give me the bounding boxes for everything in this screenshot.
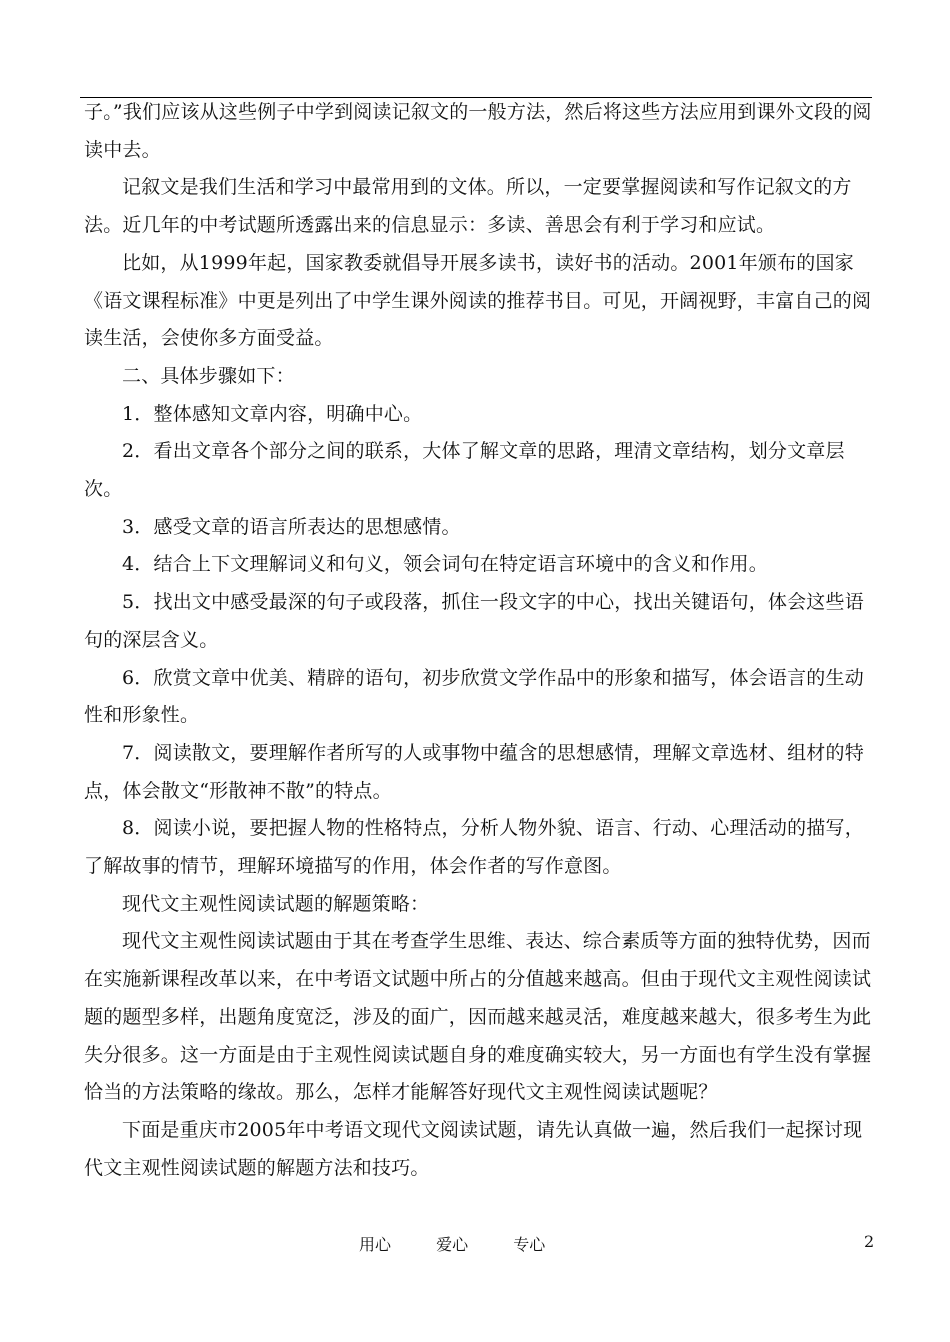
footer-motto-word: 爱心 [436,1235,469,1254]
body-paragraph: 下面是重庆市2005年中考语文现代文阅读试题，请先认真做一遍，然后我们一起探讨现代文主观性阅读试题的解题方法和技巧。 [84,1118,863,1179]
body-paragraph: 现代文主观性阅读试题由于其在考查学生思维、表达、综合素质等方面的独特优势，因而在实施新课程改革以来，在中考语文试题中所占的分值越来越高。但由于现代文主观性阅读试题的题型多样，出题角度宽泛，涉及的面广，因而越来越灵活，难度越来越大，很多考生为此失分很多。这一方面是由于主观性阅读试题自身的难度确实较大，另一方面也有学生没有掌握恰当的方法策略的缘故。那么，怎样才能解答好现代文主观性阅读试题呢？ [84,930,872,1104]
body-paragraph: 2．看出文章各个部分之间的联系，大体了解文章的思路，理清文章结构，划分文章层次。 [84,440,845,501]
body-paragraph: 7．阅读散文，要理解作者所写的人或事物中蕴含的思想感情，理解文章选材、组材的特点，体会散文“形散神不散”的特点。 [84,741,864,802]
body-paragraph: 二、具体步骤如下： [122,364,295,387]
footer-motto [359,1232,585,1255]
body-text [84,94,874,1187]
body-paragraph: 比如，从1999年起，国家教委就倡导开展多读书，读好书的活动。2001年颁布的国家《语文课程标准》中更是列出了中学生课外阅读的推荐书目。可见，开阔视野，丰富自己的阅读生活，会使你多方面受益。 [84,251,872,350]
body-paragraph: 6．欣赏文章中优美、精辟的语句，初步欣赏文学作品中的形象和描写，体会语言的生动性和形象性。 [84,666,864,727]
footer-motto-word: 用心 [359,1235,392,1254]
body-paragraph: 8．阅读小说，要把握人物的性格特点，分析人物外貌、语言、行动、心理活动的描写，了解故事的情节，理解环境描写的作用，体会作者的写作意图。 [84,817,864,878]
body-paragraph: 5．找出文中感受最深的句子或段落，抓住一段文字的中心，找出关键语句，体会这些语句的深层含义。 [84,591,864,651]
body-paragraph: 子。”我们应该从这些例子中学到阅读记叙文的一般方法，然后将这些方法应用到课外文段的阅读中去。 [84,101,872,161]
body-paragraph: 记叙文是我们生活和学习中最常用到的文体。所以，一定要掌握阅读和写作记叙文的方法。近几年的中考试题所透露出来的信息显示：多读、善思会有利于学习和应试。 [84,176,852,237]
body-paragraph: 1．整体感知文章内容，明确中心。 [122,402,423,425]
body-paragraph: 4．结合上下文理解词义和句义，领会词句在特定语言环境中的含义和作用。 [122,553,768,576]
footer-motto-word: 专心 [513,1235,546,1254]
body-paragraph: 3．感受文章的语言所表达的思想感情。 [122,515,461,538]
page-number: 2 [864,1232,875,1251]
body-paragraph: 现代文主观性阅读试题的解题策略： [122,892,430,915]
